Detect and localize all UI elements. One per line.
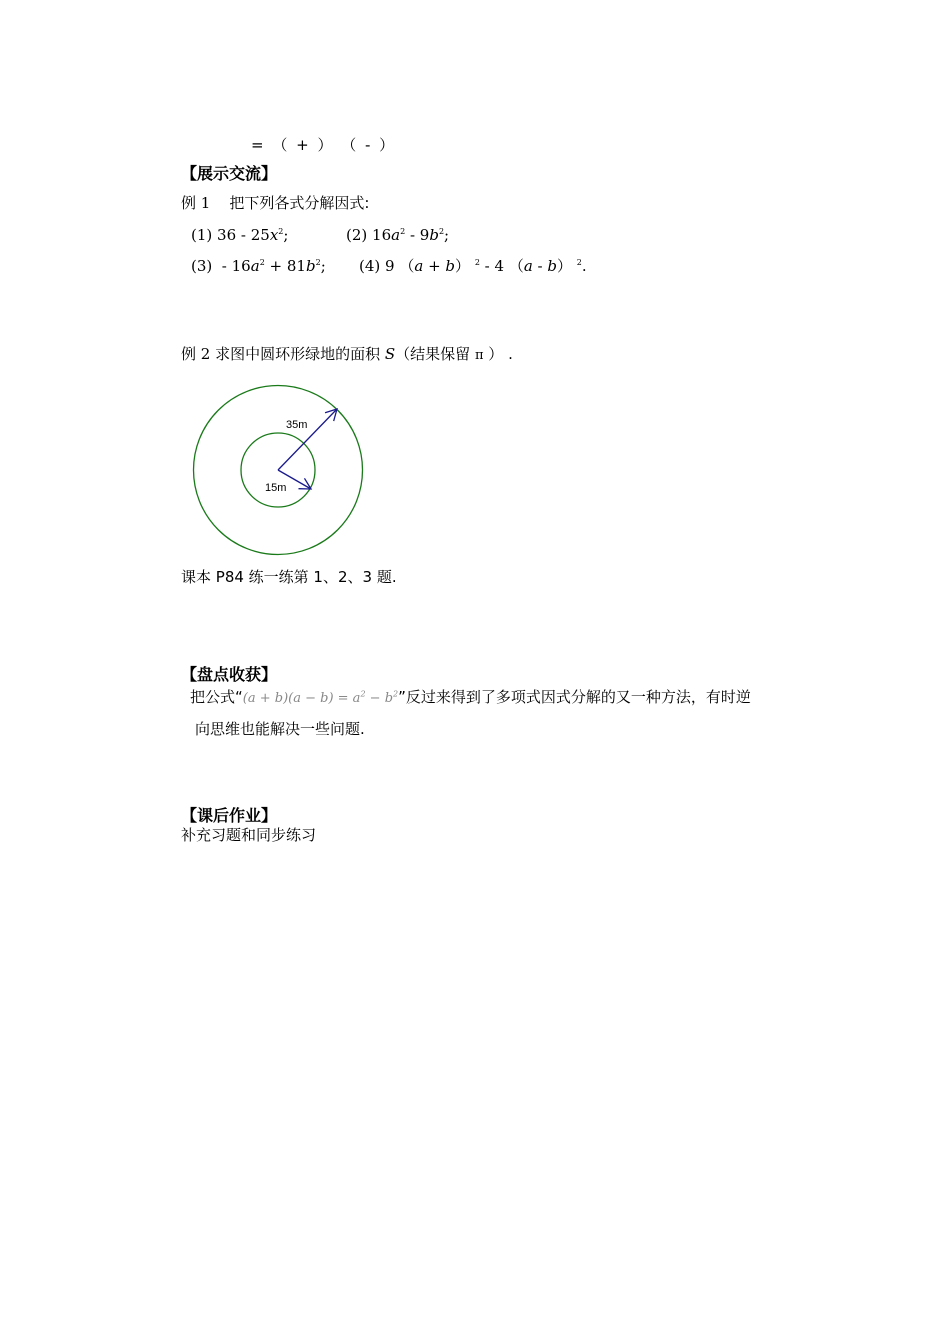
area-variable: S <box>384 345 396 363</box>
punct: ; <box>320 257 326 275</box>
variable: a <box>414 257 424 275</box>
variable: a <box>391 226 401 244</box>
exponent: 2 <box>259 258 265 267</box>
exponent: 2 <box>438 227 445 236</box>
problem-number: (3) <box>191 257 213 275</box>
problem-term: - 9 <box>405 226 430 244</box>
example2-label: 例 2 <box>181 345 211 363</box>
problem-term: 16 <box>372 226 392 244</box>
problem-number: (1) <box>191 226 213 244</box>
variable: b <box>429 226 439 244</box>
problem-term: 9 （ <box>385 257 415 275</box>
example1-instruction: 把下列各式分解因式: <box>229 194 370 212</box>
inner-radius-label: 15m <box>265 482 287 494</box>
variable: a <box>523 257 533 275</box>
variable: b <box>445 257 456 275</box>
variable: b <box>547 257 557 275</box>
example1-label: 例 1 <box>181 194 211 212</box>
variable: a <box>250 257 260 275</box>
punct: ; <box>444 226 450 244</box>
harvest-prefix: 把公式“ <box>190 688 243 706</box>
difference-of-squares-formula <box>243 691 398 706</box>
problem-term: + 81 <box>264 257 306 275</box>
example2-title <box>181 347 513 362</box>
ring-diagram <box>190 378 368 558</box>
problem-term: - 16 <box>221 257 251 275</box>
example1-problem-2 <box>346 228 449 243</box>
outer-radius-label: 35m <box>286 419 308 431</box>
top-formula: = （ + ） （ - ） <box>251 136 397 154</box>
punct: ; <box>283 226 289 244</box>
formula-part: − b <box>365 691 394 706</box>
textbook-reference: 课本 P84 练一练第 1、2、3 题. <box>181 568 397 586</box>
exponent: 2 <box>315 258 321 267</box>
example1-problem-4 <box>359 259 587 274</box>
pi-symbol: π <box>474 348 484 363</box>
example2-text-c: ） . <box>488 345 513 363</box>
exponent: 2 <box>278 227 284 236</box>
example1-problem-3 <box>191 259 326 274</box>
problem-number: (2) <box>346 226 368 244</box>
problem-term: + <box>423 257 446 275</box>
formula-part: (a + b)(a − b) = a <box>242 691 361 706</box>
harvest-line-1 <box>190 690 751 705</box>
punct: . <box>581 257 587 275</box>
example2-text-b: （结果保留 <box>395 345 471 363</box>
example1-problem-1 <box>191 228 288 243</box>
section-heading-show: 【展示交流】 <box>181 164 278 183</box>
problem-number: (4) <box>359 257 381 275</box>
exponent: 2 <box>360 689 366 699</box>
variable: x <box>269 226 279 244</box>
problem-term: - 4 （ <box>479 257 524 275</box>
harvest-suffix: ”反过来得到了多项式因式分解的又一种方法，有时逆 <box>398 688 751 706</box>
homework-text: 补充习题和同步练习 <box>181 826 317 844</box>
example1-title <box>181 196 369 211</box>
problem-term: ） <box>557 257 573 275</box>
exponent: 2 <box>400 227 406 236</box>
exponent: 2 <box>474 258 480 267</box>
exponent: 2 <box>393 689 399 699</box>
variable: b <box>305 257 316 275</box>
section-heading-harvest: 【盘点收获】 <box>181 665 278 684</box>
problem-term: - <box>532 257 548 275</box>
problem-term: ） <box>455 257 471 275</box>
harvest-line-2: 向思维也能解决一些问题. <box>195 720 365 738</box>
example2-text: 求图中圆环形绿地的面积 <box>215 345 381 363</box>
exponent: 2 <box>576 258 582 267</box>
section-heading-homework: 【课后作业】 <box>181 806 278 825</box>
problem-term: 36 - 25 <box>217 226 270 244</box>
